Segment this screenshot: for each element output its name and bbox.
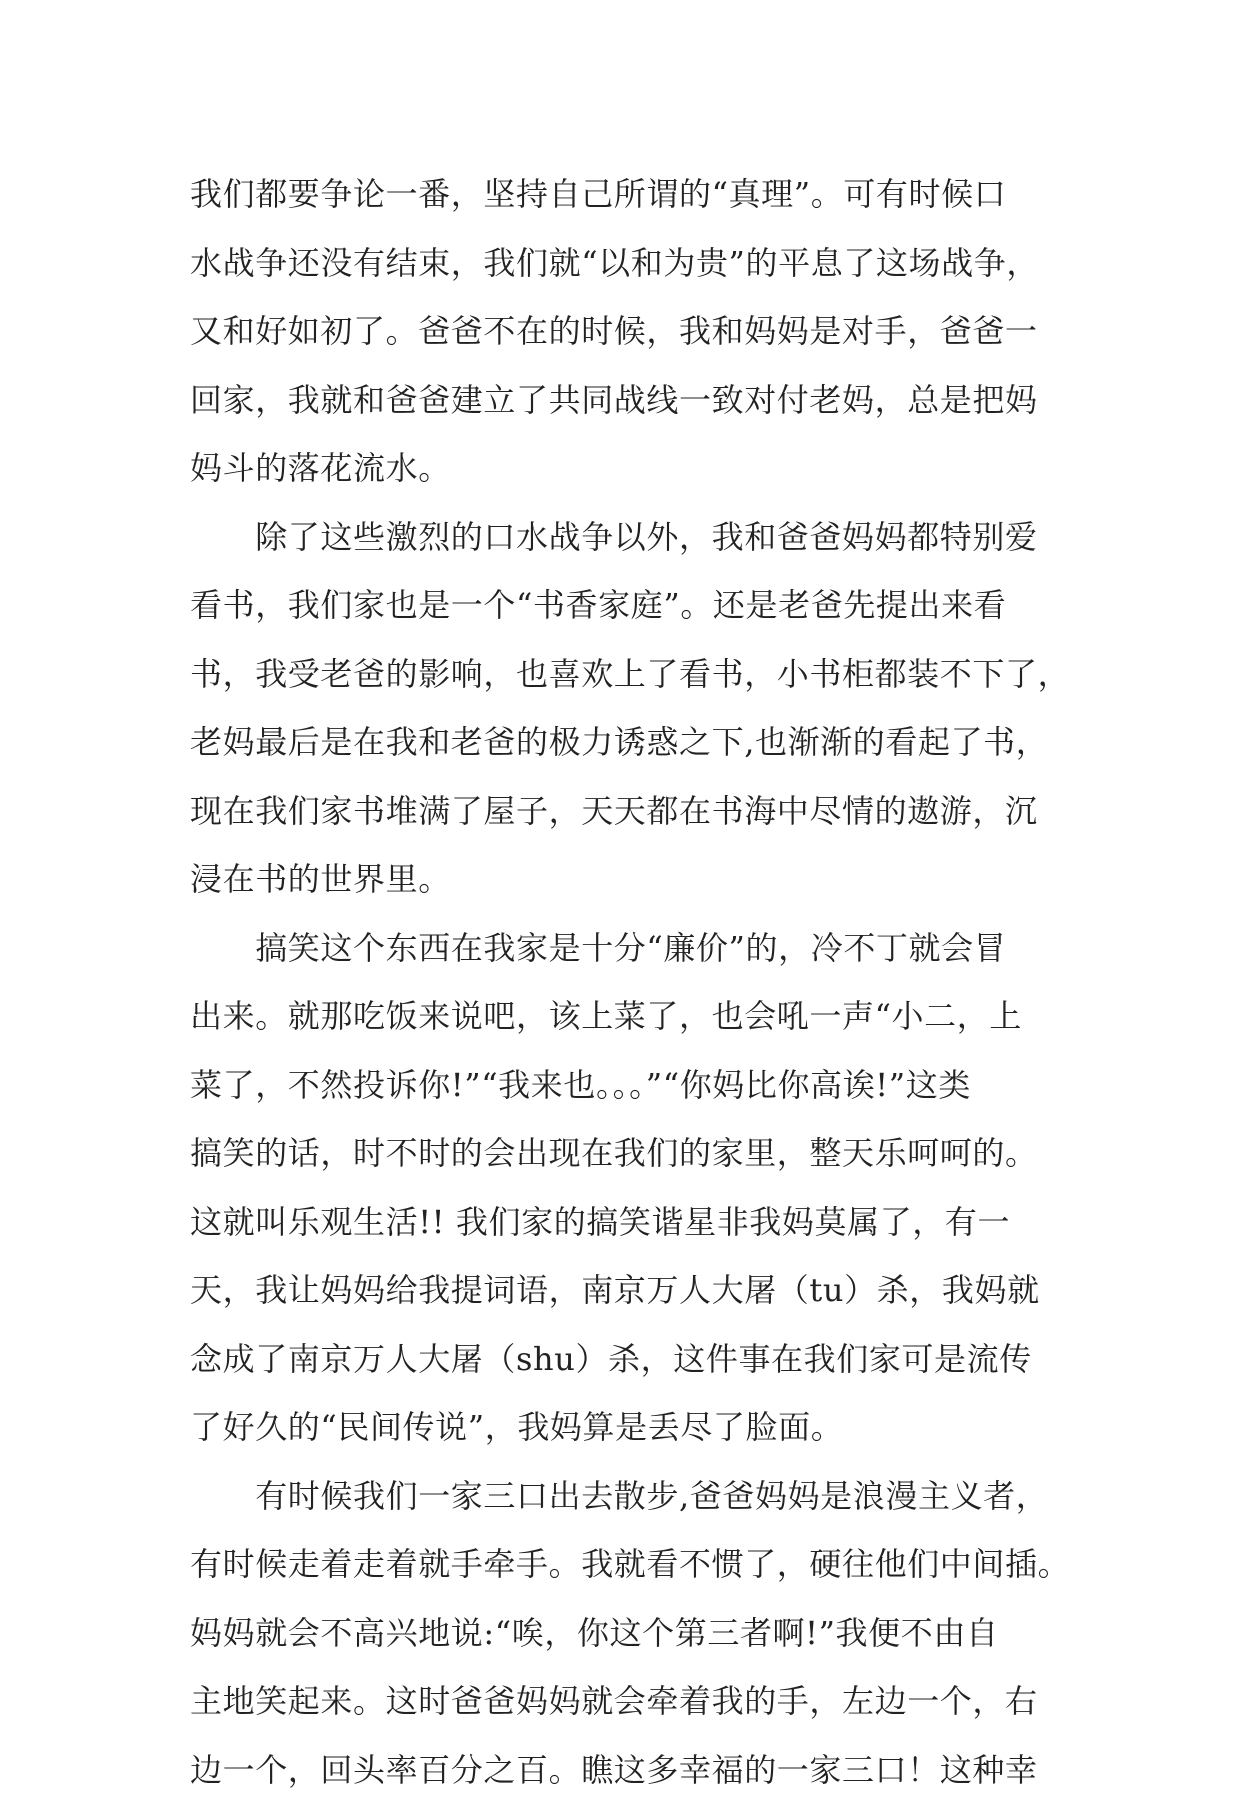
text-line: 菜了，不然投诉你!”“我来也。。。”“你妈比你高诶!”这类 [190,1051,1050,1120]
text-line: 有时候走着走着就手牵手。我就看不惯了，硬往他们中间插。 [190,1530,1050,1599]
text-line: 边一个，回头率百分之百。瞧这多幸福的一家三口！这种幸 [190,1736,1050,1804]
text-line: 这就叫乐观生活!! 我们家的搞笑谐星非我妈莫属了，有一 [190,1188,1050,1257]
text-line: 了好久的“民间传说”，我妈算是丢尽了脸面。 [190,1393,1050,1462]
text-line: 我们都要争论一番，坚持自己所谓的“真理”。可有时候口 [190,160,1050,229]
text-line: 书，我受老爸的影响，也喜欢上了看书，小书柜都装不下了， [190,640,1050,709]
body-text [190,160,1050,1804]
text-line: 又和好如初了。爸爸不在的时候，我和妈妈是对手，爸爸一 [190,297,1050,366]
text-line: 老妈最后是在我和老爸的极力诱惑之下,也渐渐的看起了书， [190,708,1050,777]
text-line: 水战争还没有结束，我们就“以和为贵”的平息了这场战争， [190,229,1050,298]
text-line: 搞笑这个东西在我家是十分“廉价”的，冷不丁就会冒 [190,914,1050,983]
text-line: 妈斗的落花流水。 [190,434,1050,503]
text-line: 现在我们家书堆满了屋子，天天都在书海中尽情的遨游，沉 [190,777,1050,846]
text-line: 妈妈就会不高兴地说:“唉，你这个第三者啊!”我便不由自 [190,1599,1050,1668]
text-line: 看书，我们家也是一个“书香家庭”。还是老爸先提出来看 [190,571,1050,640]
text-line: 天，我让妈妈给我提词语，南京万人大屠（tu）杀，我妈就 [190,1256,1050,1325]
text-line: 除了这些激烈的口水战争以外，我和爸爸妈妈都特别爱 [190,503,1050,572]
text-line: 有时候我们一家三口出去散步,爸爸妈妈是浪漫主义者， [190,1462,1050,1531]
text-line: 回家，我就和爸爸建立了共同战线一致对付老妈，总是把妈 [190,366,1050,435]
text-line: 主地笑起来。这时爸爸妈妈就会牵着我的手，左边一个，右 [190,1667,1050,1736]
text-line: 搞笑的话，时不时的会出现在我们的家里，整天乐呵呵的。 [190,1119,1050,1188]
text-line: 浸在书的世界里。 [190,845,1050,914]
text-line: 出来。就那吃饭来说吧，该上菜了，也会吼一声“小二，上 [190,982,1050,1051]
text-line: 念成了南京万人大屠（shu）杀，这件事在我们家可是流传 [190,1325,1050,1394]
